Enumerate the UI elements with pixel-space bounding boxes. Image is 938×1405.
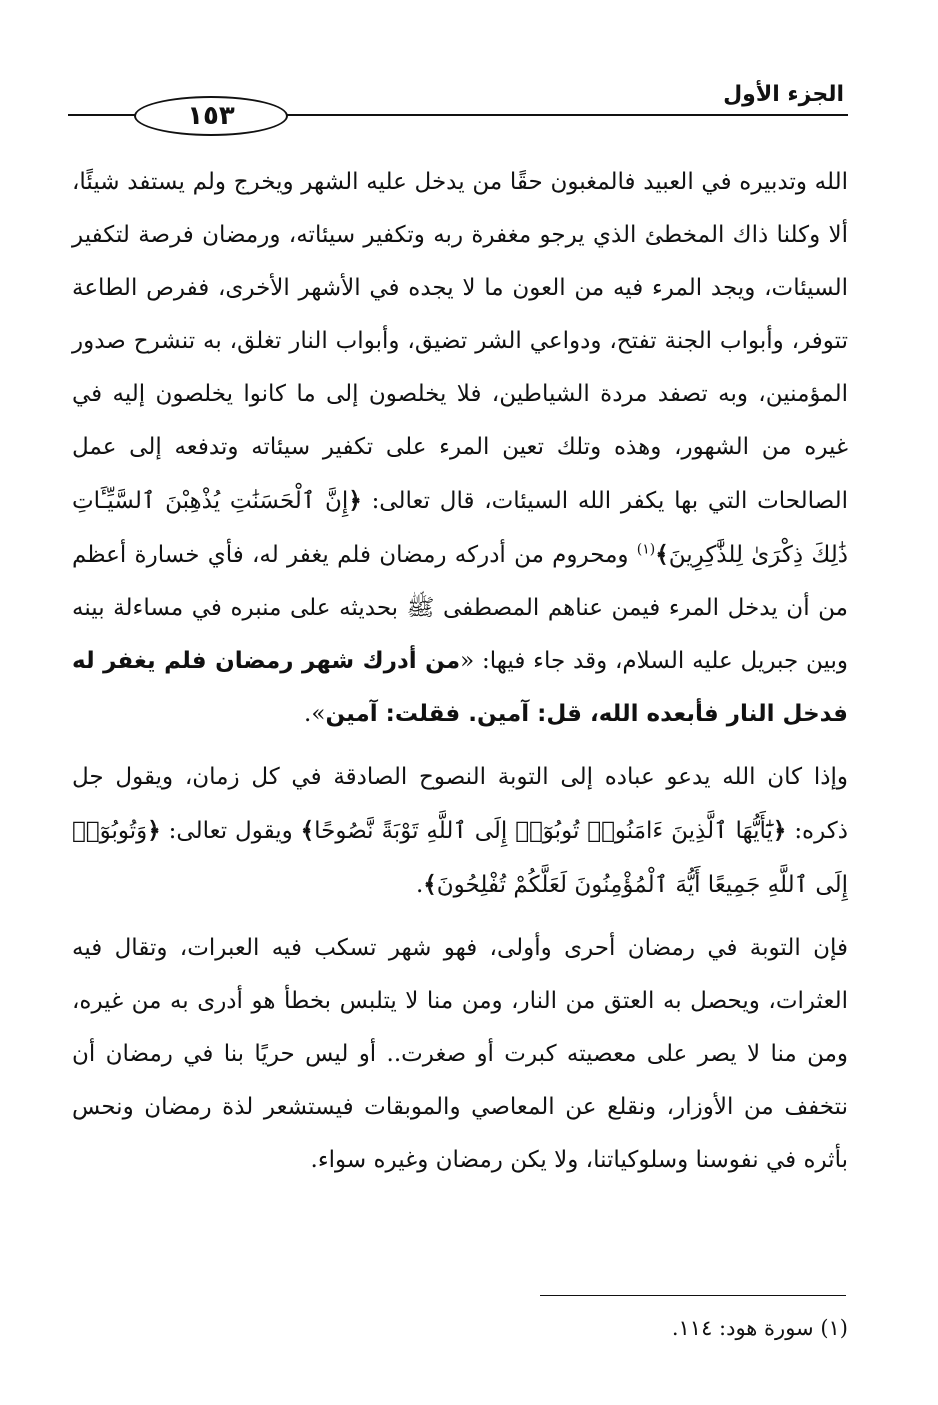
running-title: الجزء الأول [715,82,844,107]
paragraph-1-intro: الله وتدبيره في العبيد فالمغبون حقًا من يدخل عليه الشهر ويخرج ولم يستفد شيئًا، ألا وكلنا ذاك المخطئ الذي يرجو مغفرة ربه وتكفير سيئاته، ورمضان فرصة لتكفير السيئات، ويجد المرء فيه من العون ما لا يجده في الأشهر الأخرى، ففرص الطاعة تتوفر، وأبواب الجنة تفتح، ودواعي الشر تضيق، وأبواب النار تغلق، به تنشرح صدور المؤمنين، وبه تصفد مردة الشياطين، فلا يخلصون إلى ما كانوا يخلصون إليه في غيره من الشهور، وهذه وتلك تعين المرء على تكفير سيئاته وتدفعه إلى عمل الصالحات التي بها يكفر الله السيئات، قال تعالى: [72,169,849,514]
paragraph-2-intro: وإذا كان الله يدعو عباده إلى التوبة النصوح الصادقة في كل زمان، ويقول جل ذكره: [72,764,848,844]
paragraph-3: فإن التوبة في رمضان أحرى وأولى، فهو شهر تسكب فيه العبرات، وتقال فيه العثرات، ويحصل به العتق من النار، ومن منا لا يتلبس بخطأ هو أدرى به من غيره، ومن منا لا يصر على معصيته كبرت أو صغرت.. أو ليس حريًا بنا في رمضان أن نتخفف من الأوزار، ونقلع عن المعاصي والموبقات فيستشعر لذة رمضان ونحس بأثره في نفوسنا وسلوكياتنا، ولا يكن رمضان وغيره سواء. [72,935,848,1173]
quran-close-bracket: ﴾ [423,871,437,898]
hadith-quote: من أدرك شهر رمضان فلم يغفر له فدخل النار فأبعده الله، قل: آمين. فقلت: آمين [72,648,848,727]
quran-open-bracket: ﴿ [772,817,787,844]
page-number: ١٥٣ [134,96,288,136]
main-text [72,156,848,1187]
quran-close-bracket: ﴾ [655,541,669,568]
paragraph-1-end: ». [304,701,326,727]
footnote-separator [540,1295,846,1296]
footnote: (١) سورة هود: ١١٤. [671,1316,848,1340]
page-header [68,82,848,140]
quran-verse-3: وَتُوبُوٓا۟ إِلَى ٱللَّهِ جَمِيعًا أَيُّهَ ٱلْمُؤْمِنُونَ لَعَلَّكُمْ تُفْلِحُونَ [72,818,848,898]
quran-open-bracket: ﴿ [348,487,362,514]
quran-verse-1: إِنَّ ٱلْحَسَنَٰتِ يُذْهِبْنَ ٱلسَّيِّـَٔاتِ ذَٰلِكَ ذِكْرَىٰ لِلذَّٰكِرِينَ [72,488,849,568]
paragraph-1 [72,156,848,741]
paragraph-1-middle: ومحروم من أدركه رمضان فلم يغفر له، فأي خسارة أعظم من أن يدخل المرء فيمن عناهم المصطفى ﷺ بحديثه على منبره في مساءلة بينه وبين جبريل عليه السلام، وقد جاء فيها: « [72,542,848,674]
footnote-ref: (١) [636,541,656,558]
paragraph-2 [72,751,848,912]
paragraph-2-middle: ويقول تعالى: [160,818,301,844]
quran-close-bracket: ﴾ [300,817,315,844]
quran-open-bracket: ﴿ [147,817,161,844]
quran-verse-2: يَٰٓأَيُّهَا ٱلَّذِينَ ءَامَنُوا۟ تُوبُوٓا۟ إِلَى ٱللَّهِ تَوْبَةً نَّصُوحًا [314,818,773,844]
paragraph-2-end: . [415,872,424,898]
